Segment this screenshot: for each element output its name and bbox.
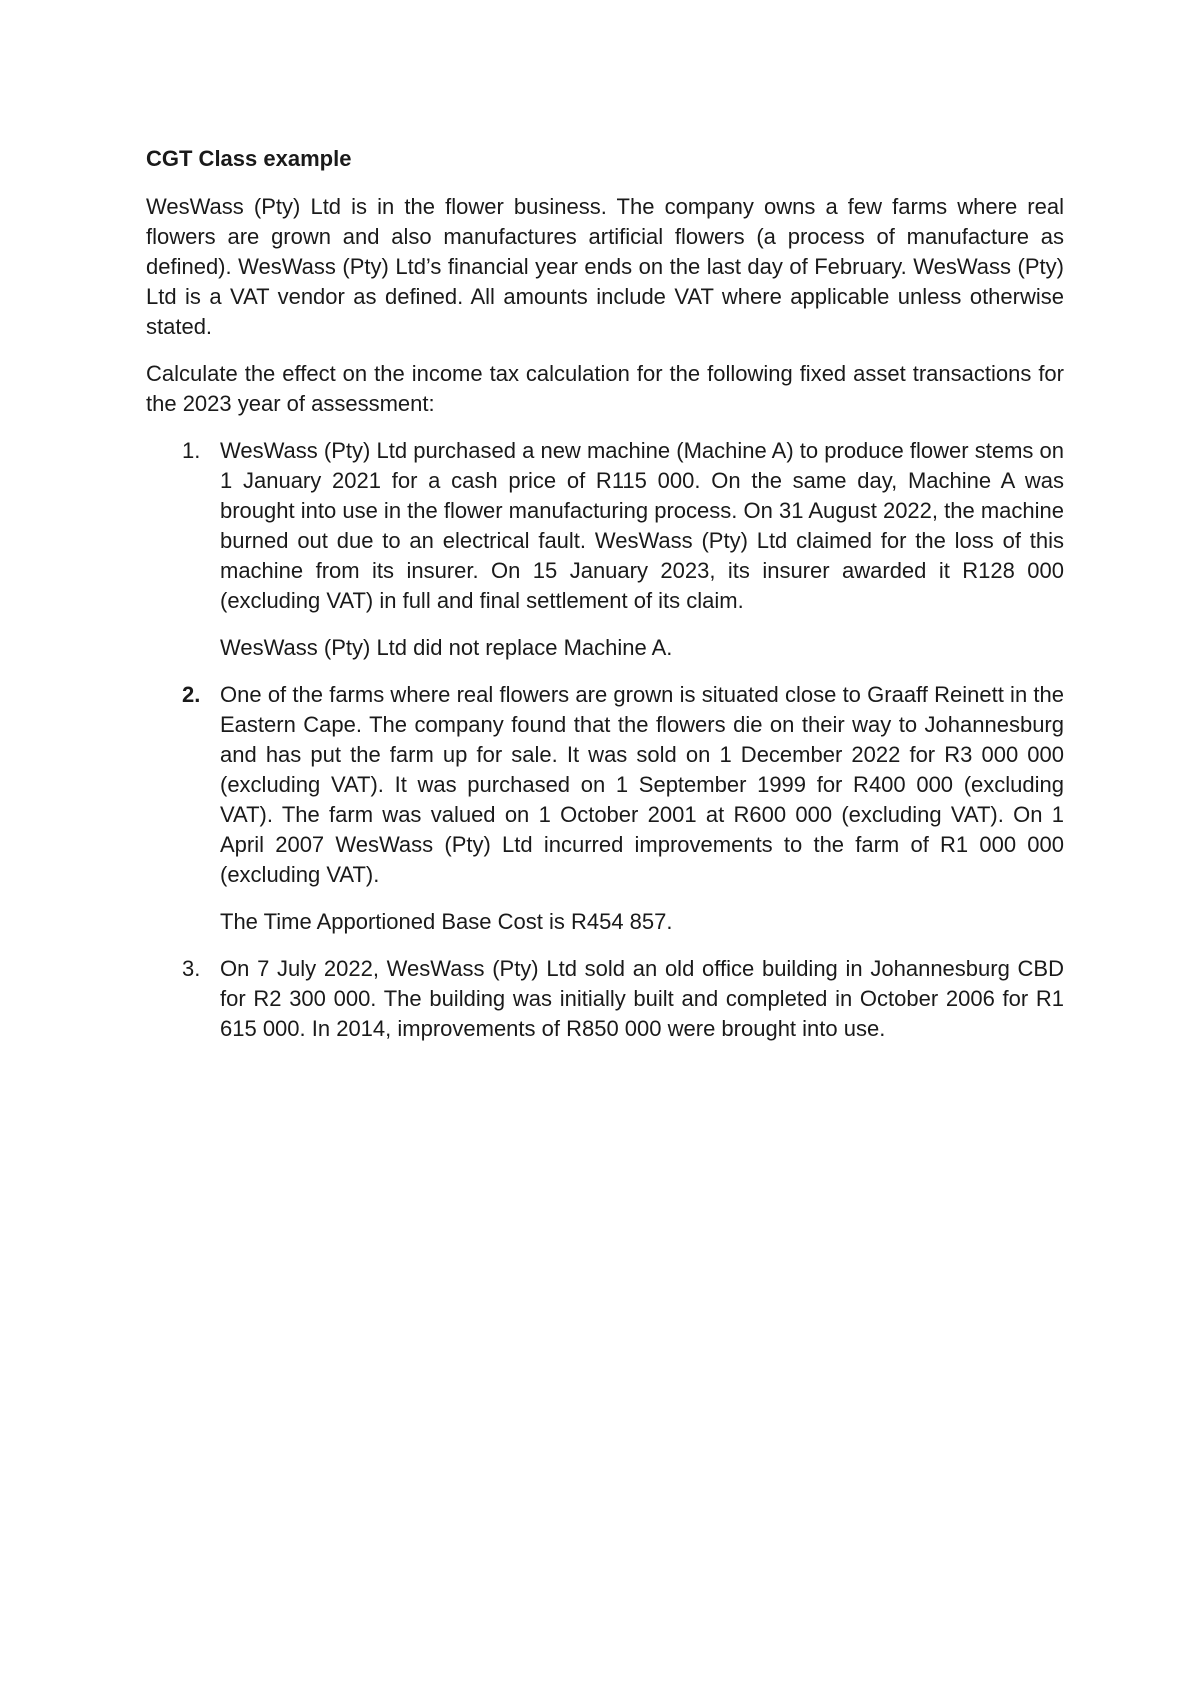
list-item-number: 3. bbox=[182, 956, 201, 981]
instruction-paragraph: Calculate the effect on the income tax calculation for the following fixed asset transactions for the 2023 year of assessment: bbox=[146, 361, 1064, 416]
transaction-list bbox=[146, 436, 1064, 1044]
list-item-text: WesWass (Pty) Ltd purchased a new machine (Machine A) to produce flower stems on 1 January 2021 for a cash price of R115 000. On the same day, Machine A was brought into use in the flower manufacturing process. On 31 August 2022, the machine burned out due to an electrical fault. WesWass (Pty) Ltd claimed for the loss of this machine from its insurer. On 15 January 2023, its insurer awarded it R128 000 (excluding VAT) in full and final settlement of its claim. bbox=[220, 438, 1064, 613]
list-item bbox=[146, 680, 1064, 937]
list-item-text: One of the farms where real flowers are grown is situated close to Graaff Reinett in the Eastern Cape. The company found that the flowers die on their way to Johannesburg and has put the farm up for sale. It was sold on 1 December 2022 for R3 000 000 (excluding VAT). It was purchased on 1 September 1999 for R400 000 (excluding VAT). The farm was valued on 1 October 2001 at R600 000 (excluding VAT). On 1 April 2007 WesWass (Pty) Ltd incurred improvements to the farm of R1 000 000 (excluding VAT). bbox=[220, 682, 1064, 887]
list-item-text: On 7 July 2022, WesWass (Pty) Ltd sold an old office building in Johannesburg CBD for R2 300 000. The building was initially built and completed in October 2006 for R1 615 000. In 2014, improvements of R850 000 were brought into use. bbox=[220, 956, 1064, 1041]
list-item bbox=[146, 436, 1064, 663]
list-item-note: WesWass (Pty) Ltd did not replace Machine A. bbox=[220, 635, 673, 660]
list-item-note: The Time Apportioned Base Cost is R454 857. bbox=[220, 909, 673, 934]
list-item-number: 2. bbox=[182, 682, 201, 707]
document-title: CGT Class example bbox=[146, 146, 352, 171]
list-item-number: 1. bbox=[182, 438, 201, 463]
document-page bbox=[146, 144, 1064, 1061]
intro-paragraph: WesWass (Pty) Ltd is in the flower business. The company owns a few farms where real flowers are grown and also manufactures artificial flowers (a process of manufacture as defined). WesWass (Pty) Ltd’s financial year ends on the last day of February. WesWass (Pty) Ltd is a VAT vendor as defined. All amounts include VAT where applicable unless otherwise stated. bbox=[146, 194, 1064, 339]
list-item bbox=[146, 954, 1064, 1044]
